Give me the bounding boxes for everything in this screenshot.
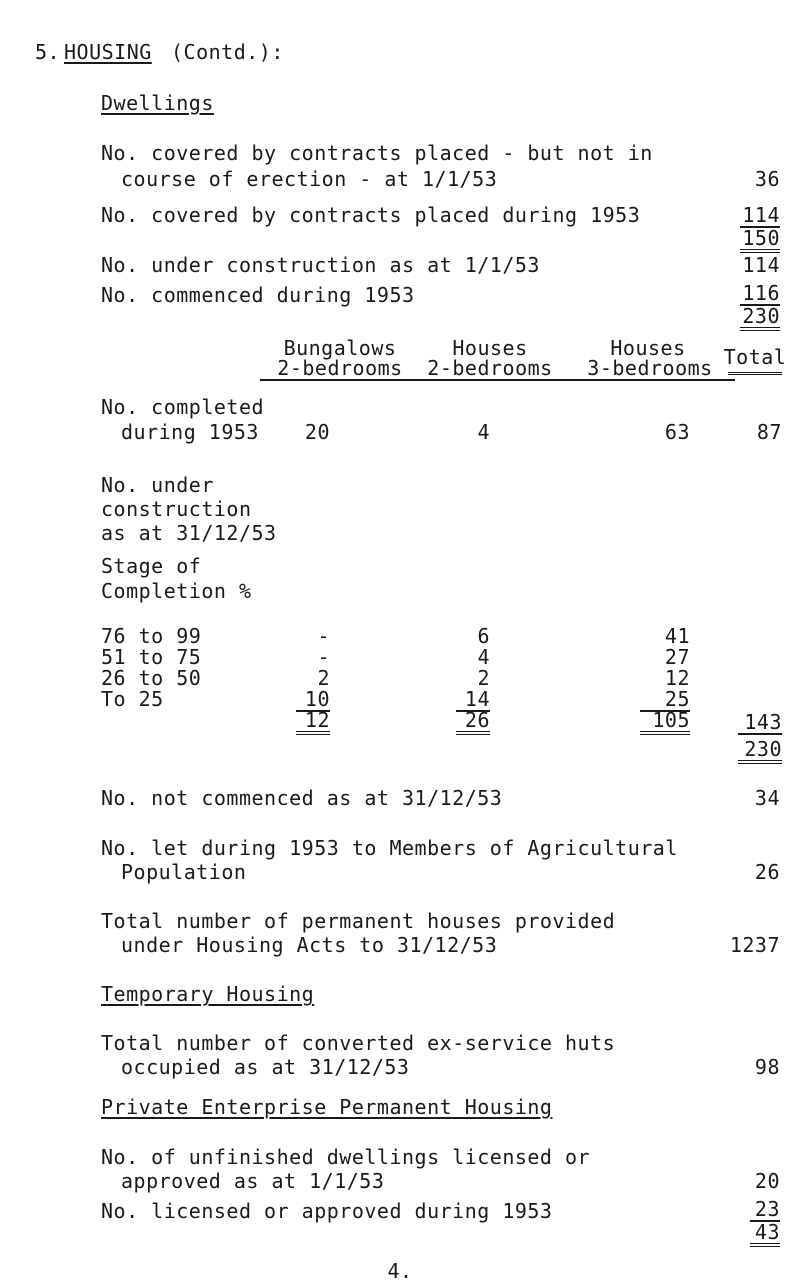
col-header-houses-3-sub: 3-bedrooms xyxy=(565,357,735,381)
page-number: 4. xyxy=(387,1259,413,1283)
under-construction-start-value: 114 xyxy=(742,253,780,277)
stage-total-bungalows: 12 xyxy=(296,709,330,735)
contracts-subtotal: 150 xyxy=(740,227,780,253)
stage-total-houses-2: 26 xyxy=(456,709,490,735)
permanent-houses-label: Total number of permanent houses provided xyxy=(101,909,616,933)
not-commenced-label: No. not commenced as at 31/12/53 xyxy=(101,786,503,810)
section-number: 5. xyxy=(35,40,61,64)
uc-label-2: construction xyxy=(101,497,252,521)
stage-label-1: Stage of xyxy=(101,554,202,578)
col-header-bungalows: Bungalows xyxy=(283,336,397,360)
contracts-not-in-course-label-2: course of erection - at 1/1/53 xyxy=(121,167,498,191)
permanent-houses-label-2: under Housing Acts to 31/12/53 xyxy=(121,933,498,957)
stage-row-houses-3: 41 xyxy=(664,624,690,648)
ex-service-huts-label: Total number of converted ex-service huts xyxy=(101,1031,616,1055)
construction-subtotal: 230 xyxy=(740,305,780,331)
stage-row-bungalows: - xyxy=(317,645,330,669)
temporary-housing-heading: Temporary Housing xyxy=(101,982,315,1006)
permanent-houses-value: 1237 xyxy=(729,933,780,957)
stage-row-houses-3: 27 xyxy=(664,645,690,669)
licensed-1953-label: No. licensed or approved during 1953 xyxy=(101,1199,553,1223)
stage-row-label: 26 to 50 xyxy=(101,666,202,690)
unfinished-dwellings-label-2: approved as at 1/1/53 xyxy=(121,1169,385,1193)
stage-row-label: 51 to 75 xyxy=(101,645,202,669)
stage-row-houses-2: 4 xyxy=(477,645,490,669)
contracts-during-1953-label: No. covered by contracts placed during 1953 xyxy=(101,203,641,227)
dwellings-heading: Dwellings xyxy=(101,91,214,115)
construction-grand-total: 230 xyxy=(738,738,782,764)
completed-bungalows: 20 xyxy=(304,420,330,444)
col-header-total: Total xyxy=(723,345,787,369)
private-total: 43 xyxy=(750,1221,780,1247)
completed-label-2: during 1953 xyxy=(121,420,259,444)
completed-houses-3: 63 xyxy=(664,420,690,444)
ex-service-huts-label-2: occupied as at 31/12/53 xyxy=(121,1055,410,1079)
contracts-during-1953-value: 114 xyxy=(740,204,780,228)
under-construction-total: 143 xyxy=(738,711,782,735)
section-title-suffix: (Contd.): xyxy=(171,40,284,64)
let-agricultural-value: 26 xyxy=(754,860,780,884)
stage-label-2: Completion % xyxy=(101,579,252,603)
col-header-houses-2-sub: 2-bedrooms xyxy=(405,357,575,381)
stage-row-houses-3: 12 xyxy=(664,666,690,690)
col-header-bungalows-sub: 2-bedrooms xyxy=(260,357,420,381)
private-enterprise-heading: Private Enterprise Permanent Housing xyxy=(101,1095,553,1119)
let-agricultural-label-2: Population xyxy=(121,860,247,884)
completed-label: No. completed xyxy=(101,395,265,419)
unfinished-dwellings-value: 20 xyxy=(754,1169,780,1193)
stage-row-bungalows: 10 xyxy=(296,688,330,712)
contracts-not-in-course-value: 36 xyxy=(754,167,780,191)
stage-row-bungalows: 2 xyxy=(317,666,330,690)
col-header-total-rule xyxy=(728,372,782,375)
completed-total: 87 xyxy=(756,420,782,444)
let-agricultural-label: No. let during 1953 to Members of Agricultural xyxy=(101,836,678,860)
section-title: HOUSING xyxy=(64,40,152,64)
stage-row-houses-3: 25 xyxy=(640,688,690,712)
unfinished-dwellings-label: No. of unfinished dwellings licensed or xyxy=(101,1145,591,1169)
stage-total-houses-3: 105 xyxy=(640,709,690,735)
completed-houses-2: 4 xyxy=(477,420,490,444)
not-commenced-value: 34 xyxy=(754,786,780,810)
stage-row-houses-2: 14 xyxy=(456,688,490,712)
ex-service-huts-value: 98 xyxy=(754,1055,780,1079)
stage-row-label: To 25 xyxy=(101,687,164,711)
stage-row-houses-2: 6 xyxy=(477,624,490,648)
col-header-houses-3: Houses xyxy=(610,336,686,360)
commenced-1953-value: 116 xyxy=(740,282,780,306)
under-construction-start-label: No. under construction as at 1/1/53 xyxy=(101,253,540,277)
stage-row-bungalows: - xyxy=(317,624,330,648)
uc-label-3: as at 31/12/53 xyxy=(101,521,277,545)
stage-row-label: 76 to 99 xyxy=(101,624,202,648)
col-header-houses-2: Houses xyxy=(452,336,528,360)
stage-row-houses-2: 2 xyxy=(477,666,490,690)
uc-label-1: No. under xyxy=(101,473,214,497)
licensed-1953-value: 23 xyxy=(750,1198,780,1222)
contracts-not-in-course-label: No. covered by contracts placed - but not in xyxy=(101,141,653,165)
commenced-1953-label: No. commenced during 1953 xyxy=(101,283,415,307)
